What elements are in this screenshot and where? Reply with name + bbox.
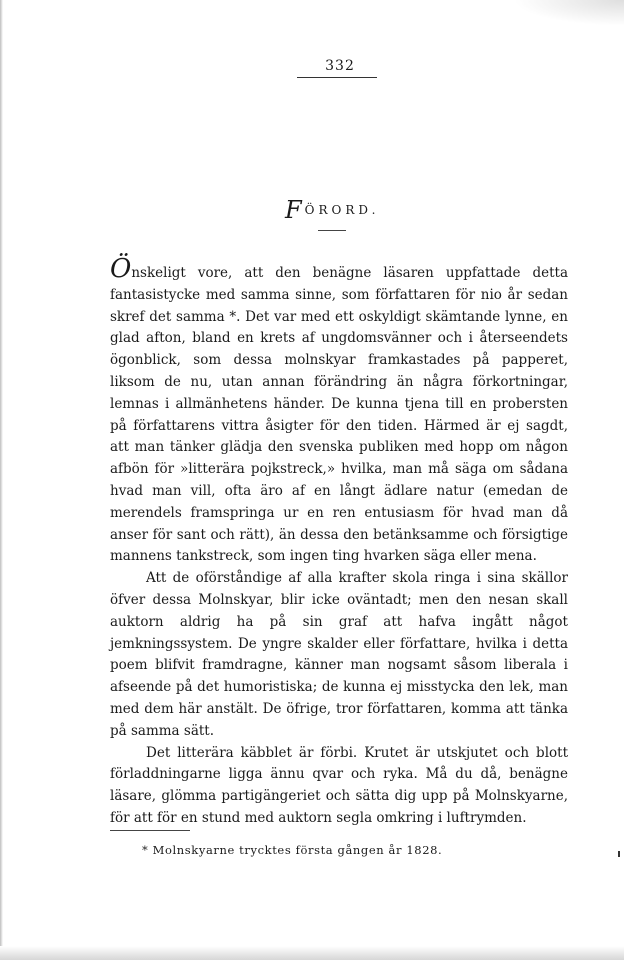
page-edge-bottom — [0, 946, 624, 960]
page-number-rule — [297, 77, 377, 78]
stray-mark — [618, 851, 620, 857]
paragraph-2: Att de oförståndige af alla krafter skola ringa i sina skällor öfver dessa Molnskyar, blir icke oväntadt; men den nesan skall auktorn aldrig ha på sin graf att hafva ingått något jemkningssystem. De yngre skalder eller författare, hvilka i detta poem blifvit framdragne, känner man nogsamt såsom liberala i afseende på det humoristiska; de kunna ej misstycka den lek, man med dem här anstält. De öfrige, tror författaren, komma att tänka på samma sätt. — [110, 570, 568, 739]
paragraph-1-text: nskeligt vore, att den benägne läsaren uppfattade detta fantasistycke med samma sinne, som författaren för nio år sedan skref det samma *. Det var med ett oskyldigt skämtande lynne, en glad afton, bland en krets af ungdomsvänner och i återseendets ögonblick, som dessa molnskyar framkastades på papperet, liksom de nu, utan annan förändring än några förkortningar, lemnas i allmänhetens händer. De kunna tjena till en probersten på författarens vittra åsigter för den tiden. Härmed är ej sagdt, att man tänker glädja den svenska publiken med hopp om någon afbön för »litterära pojkstreck,» hvilka, man må säga om sådana hvad man vill, ofta äro af en långt ädlare natur (emedan de merendels framspringa ur en ren entusiasm för hvad man då anser för sant och rätt), än dessa den betänksamme och försigtige mannens tankstreck, som ingen ting hvarken säga eller mena. — [110, 265, 568, 565]
heading-rest: ÖRORD. — [304, 203, 380, 217]
section-heading — [285, 196, 379, 224]
page-number: 332 — [325, 58, 355, 74]
paragraph-1 — [110, 256, 568, 568]
footnote-rule — [110, 830, 190, 831]
heading-initial: F — [285, 196, 302, 224]
paragraph-3: Det litterära käbblet är förbi. Krutet är utskjutet och blott förladdningarne ligga ännu qvar och ryka. Må du då, benägne läsare, glömma partigängeriet och sätta dig upp på Molnskyarne, för att för en stund med auktorn segla omkring i luftrymden. — [110, 744, 568, 826]
corner-speckle — [514, 0, 624, 26]
page-edge-left — [0, 0, 3, 960]
drop-cap: Ö — [110, 254, 132, 284]
heading-rule — [318, 230, 346, 231]
footnote: * Molnskyarne trycktes första gången år 1828. — [142, 843, 443, 857]
body-text — [110, 256, 568, 830]
